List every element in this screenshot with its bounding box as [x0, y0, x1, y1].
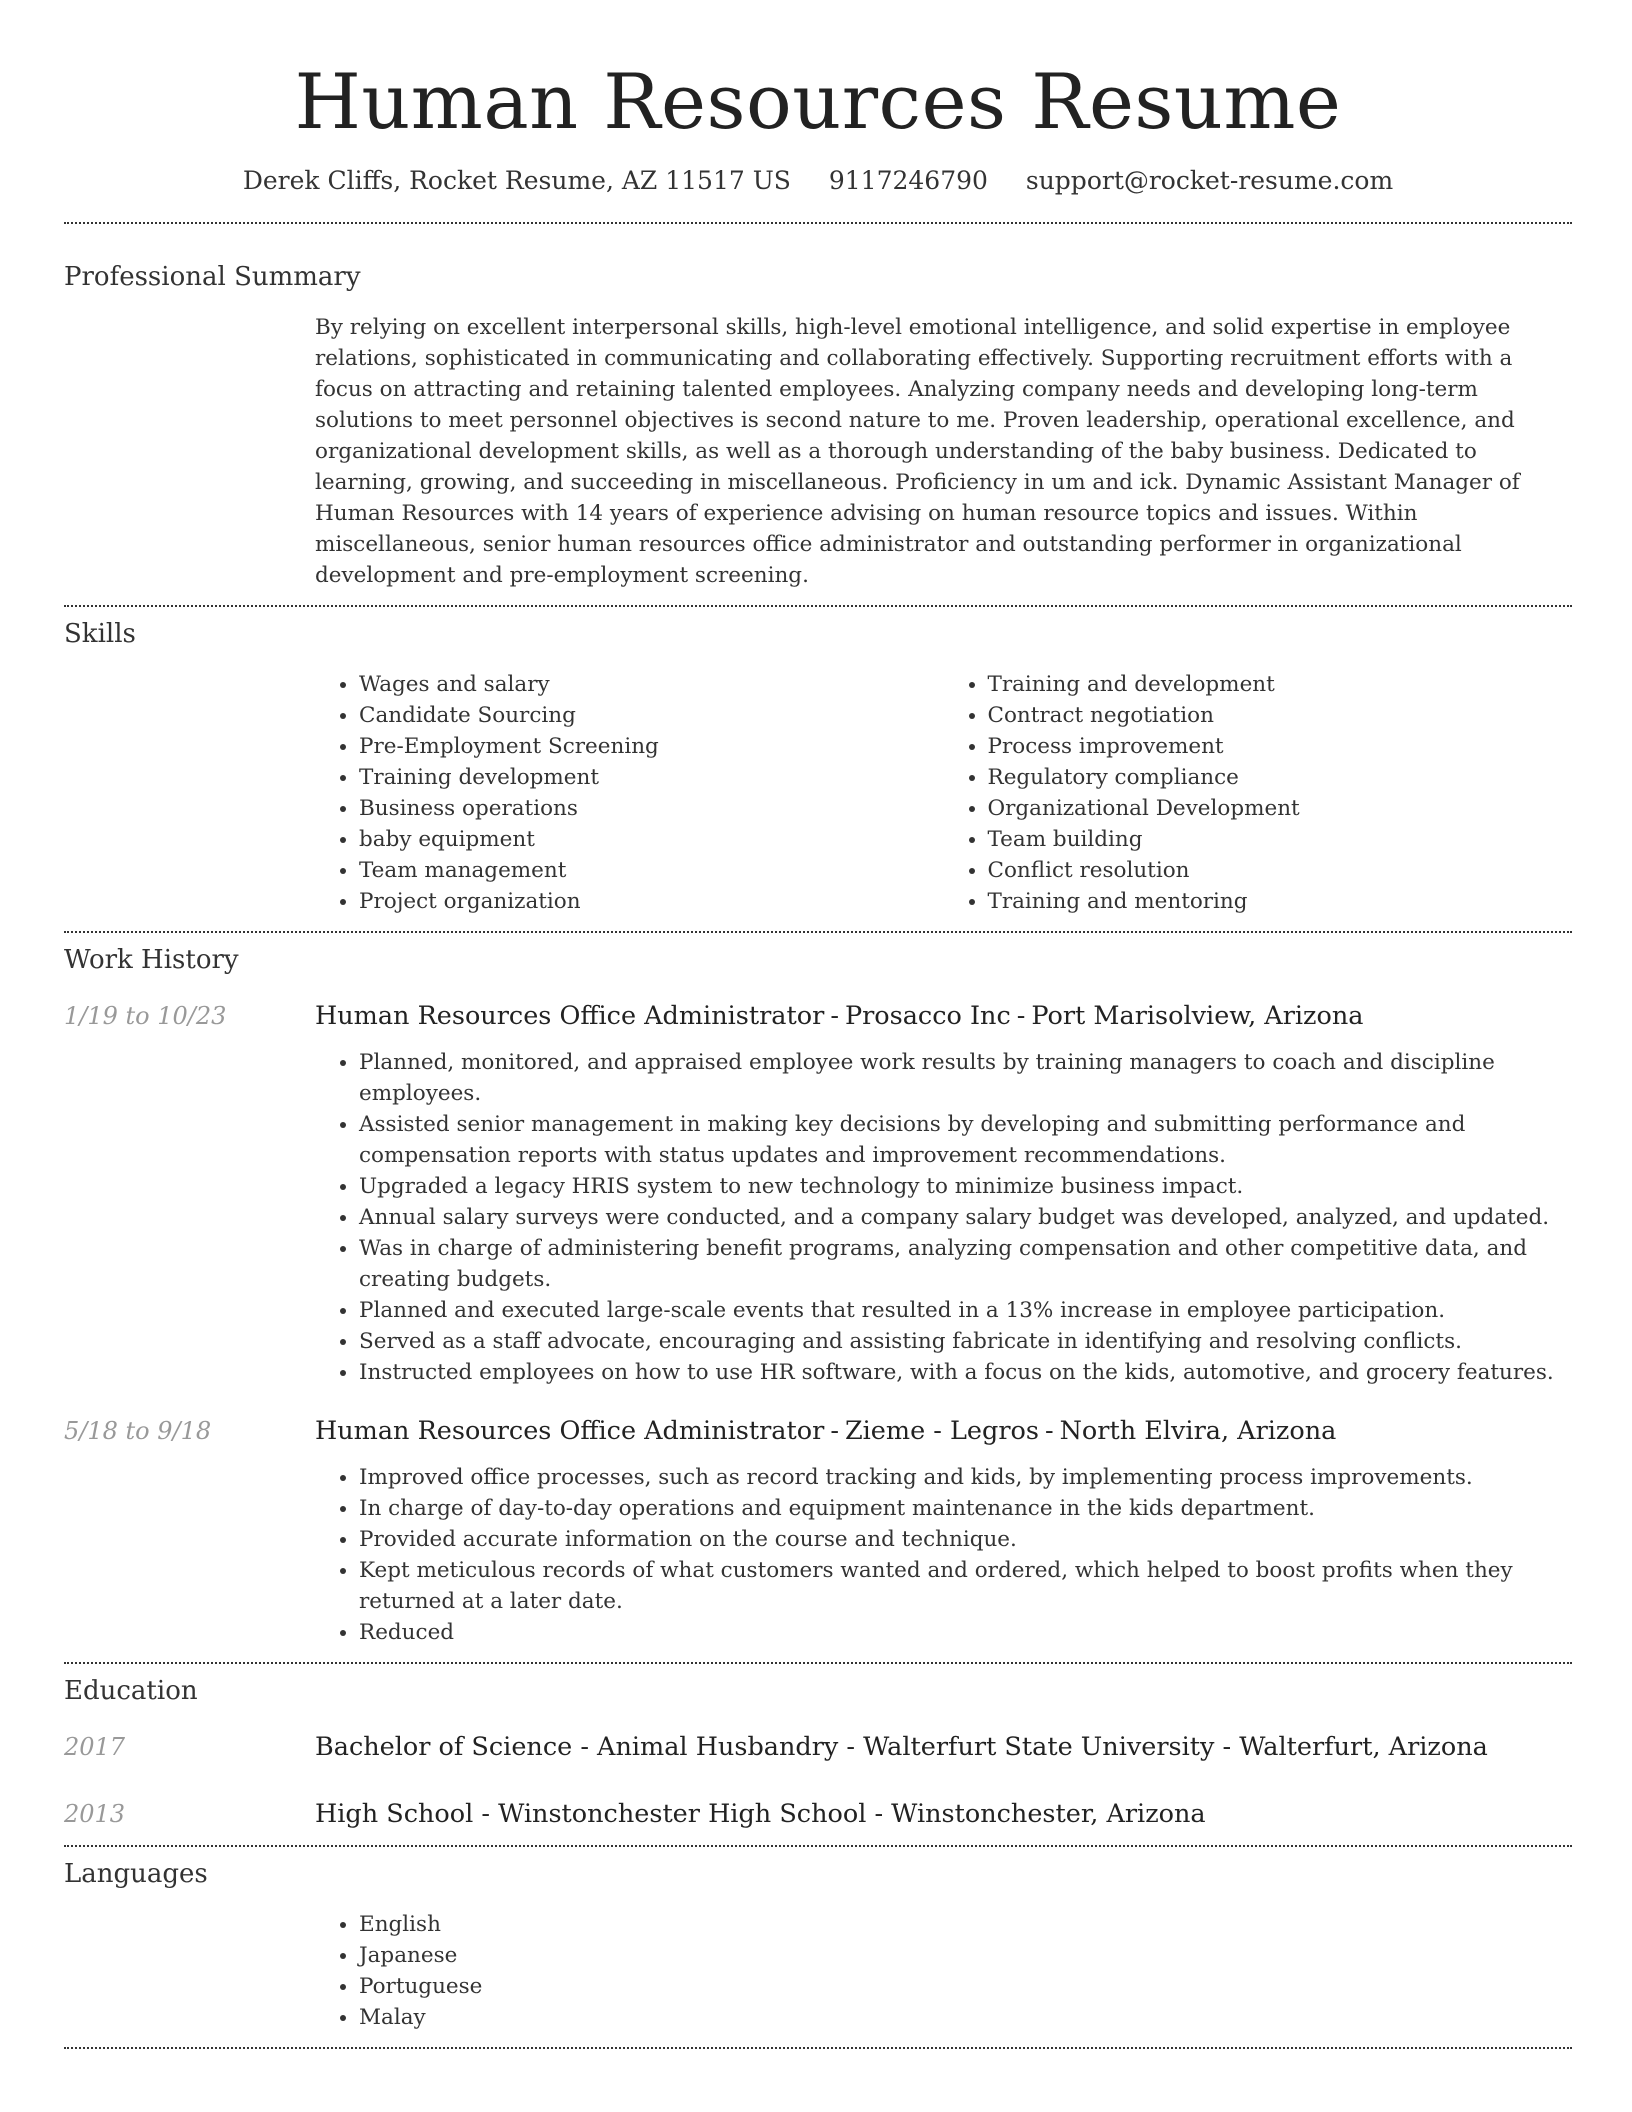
job-bullet: • Assisted senior management in making key decisions by developing and submitting performance and compensation reports with status updates and improvement recommendations.	[359, 1109, 1572, 1171]
languages-section	[64, 1847, 1572, 2047]
address: Derek Cliffs, Rocket Resume, AZ 11517 US	[242, 166, 791, 195]
resume-title: Human Resources Resume	[294, 57, 1342, 146]
job-bullet: • Planned and executed large-scale events that resulted in a 13% increase in employee participation.	[359, 1295, 1572, 1326]
education-detail: Bachelor of Science - Animal Husbandry - Walterfurt State University - Walterfurt, Arizona	[315, 1732, 1488, 1762]
job-title: Human Resources Office Administrator	[315, 1001, 825, 1031]
summary-text: By relying on excellent interpersonal skills, high-level emotional intelligence, and solid expertise in employee relations, sophisticated in communicating and collaborating effectively. Supporting recruitment efforts with a focus on attracting and retaining talented employees. Analyzing company needs and developing long-term solutions to meet personnel objectives is second nature to me. Proven leadership, operational excellence, and organizational development skills, as well as a thorough understanding of the baby business. Dedicated to learning, growing, and succeeding in miscellaneous. Proficiency in um and ick. Dynamic Assistant Manager of Human Resources with 14 years of experience advising on human resource topics and issues. Within miscellaneous, senior human resources office administrator and outstanding performer in organizational development and pre-employment screening.	[315, 315, 1520, 588]
section-heading: Work History	[64, 945, 239, 975]
job-dates: 5/18 to 9/18	[64, 1417, 212, 1445]
section-heading: Skills	[64, 619, 136, 649]
job-title: Human Resources Office Administrator	[315, 1416, 825, 1446]
contact-line	[64, 164, 1572, 198]
skills-column-left	[315, 669, 944, 917]
job-bullet: • Instructed employees on how to use HR software, with a focus on the kids, automotive, and grocery features.	[359, 1357, 1572, 1388]
job-company: Prosacco Inc	[844, 1001, 1011, 1031]
skill-item: • Team management	[359, 855, 944, 886]
skill-item: • Contract negotiation	[988, 700, 1573, 731]
email[interactable]: support@rocket-resume.com	[1025, 166, 1394, 195]
skill-item: • Process improvement	[988, 731, 1573, 762]
skill-item: • Regulatory compliance	[988, 762, 1573, 793]
job-bullets	[315, 1047, 1572, 1388]
skill-item: • Team building	[988, 824, 1573, 855]
education-entry	[64, 1730, 1572, 1764]
job-bullet: • Improved office processes, such as record tracking and kids, by implementing process improvements.	[359, 1462, 1572, 1493]
job-bullets	[315, 1462, 1572, 1662]
languages-list	[315, 1909, 1572, 2047]
education-section	[64, 1664, 1572, 1845]
education-detail: High School - Winstonchester High School - Winstonchester, Arizona	[315, 1799, 1206, 1829]
job-bullet: • In charge of day-to-day operations and equipment maintenance in the kids department.	[359, 1493, 1572, 1524]
language-item: • Portuguese	[359, 1971, 1572, 2002]
skill-item: • Conflict resolution	[988, 855, 1573, 886]
job-location: North Elvira, Arizona	[1059, 1416, 1337, 1446]
section-heading: Education	[64, 1676, 198, 1706]
job-title-line: Human Resources Office Administrator - Zieme - Legros - North Elvira, Arizona	[315, 1416, 1337, 1446]
skills-section	[64, 607, 1572, 931]
resume-page	[64, 0, 1572, 2049]
job-entry-header	[64, 1414, 1572, 1448]
skill-item: • Wages and salary	[359, 669, 944, 700]
job-bullet: • Upgraded a legacy HRIS system to new technology to minimize business impact.	[359, 1171, 1572, 1202]
skill-item: • Pre-Employment Screening	[359, 731, 944, 762]
summary-section	[64, 224, 1572, 605]
skill-item: • Project organization	[359, 886, 944, 917]
job-bullet: • Planned, monitored, and appraised employee work results by training managers to coach and discipline employees.	[359, 1047, 1572, 1109]
job-bullet: • Was in charge of administering benefit programs, analyzing compensation and other competitive data, and creating budgets.	[359, 1233, 1572, 1295]
education-year: 2017	[64, 1733, 126, 1761]
skills-list	[315, 669, 1572, 931]
education-entry	[64, 1797, 1572, 1845]
skill-item: • Training and mentoring	[988, 886, 1573, 917]
skill-item: • Business operations	[359, 793, 944, 824]
job-bullet: • Reduced	[359, 1617, 1572, 1648]
education-year: 2013	[64, 1800, 126, 1828]
job-bullet: • Annual salary surveys were conducted, and a company salary budget was developed, analyzed, and updated.	[359, 1202, 1572, 1233]
divider	[64, 2047, 1572, 2049]
job-location: Port Marisolview, Arizona	[1031, 1001, 1364, 1031]
section-heading: Languages	[64, 1859, 208, 1889]
job-bullet: • Provided accurate information on the course and technique.	[359, 1524, 1572, 1555]
section-heading: Professional Summary	[64, 262, 361, 292]
skill-item: • Organizational Development	[988, 793, 1573, 824]
job-bullet: • Served as a staff advocate, encouraging and assisting fabricate in identifying and resolving conflicts.	[359, 1326, 1572, 1357]
job-dates: 1/19 to 10/23	[64, 1002, 227, 1030]
job-entry-header	[64, 999, 1572, 1033]
language-item: • Malay	[359, 2002, 1572, 2033]
job-title-line: Human Resources Office Administrator - Prosacco Inc - Port Marisolview, Arizona	[315, 1001, 1364, 1031]
skill-item: • Candidate Sourcing	[359, 700, 944, 731]
skill-item: • Training and development	[988, 669, 1573, 700]
skill-item: • baby equipment	[359, 824, 944, 855]
job-company: Zieme - Legros	[844, 1416, 1039, 1446]
skills-column-right	[944, 669, 1573, 917]
work-section	[64, 933, 1572, 1662]
language-item: • Japanese	[359, 1940, 1572, 1971]
job-bullet: • Kept meticulous records of what customers wanted and ordered, which helped to boost profits when they returned at a later date.	[359, 1555, 1572, 1617]
language-item: • English	[359, 1909, 1572, 1940]
skill-item: • Training development	[359, 762, 944, 793]
phone: 9117246790	[828, 166, 988, 195]
